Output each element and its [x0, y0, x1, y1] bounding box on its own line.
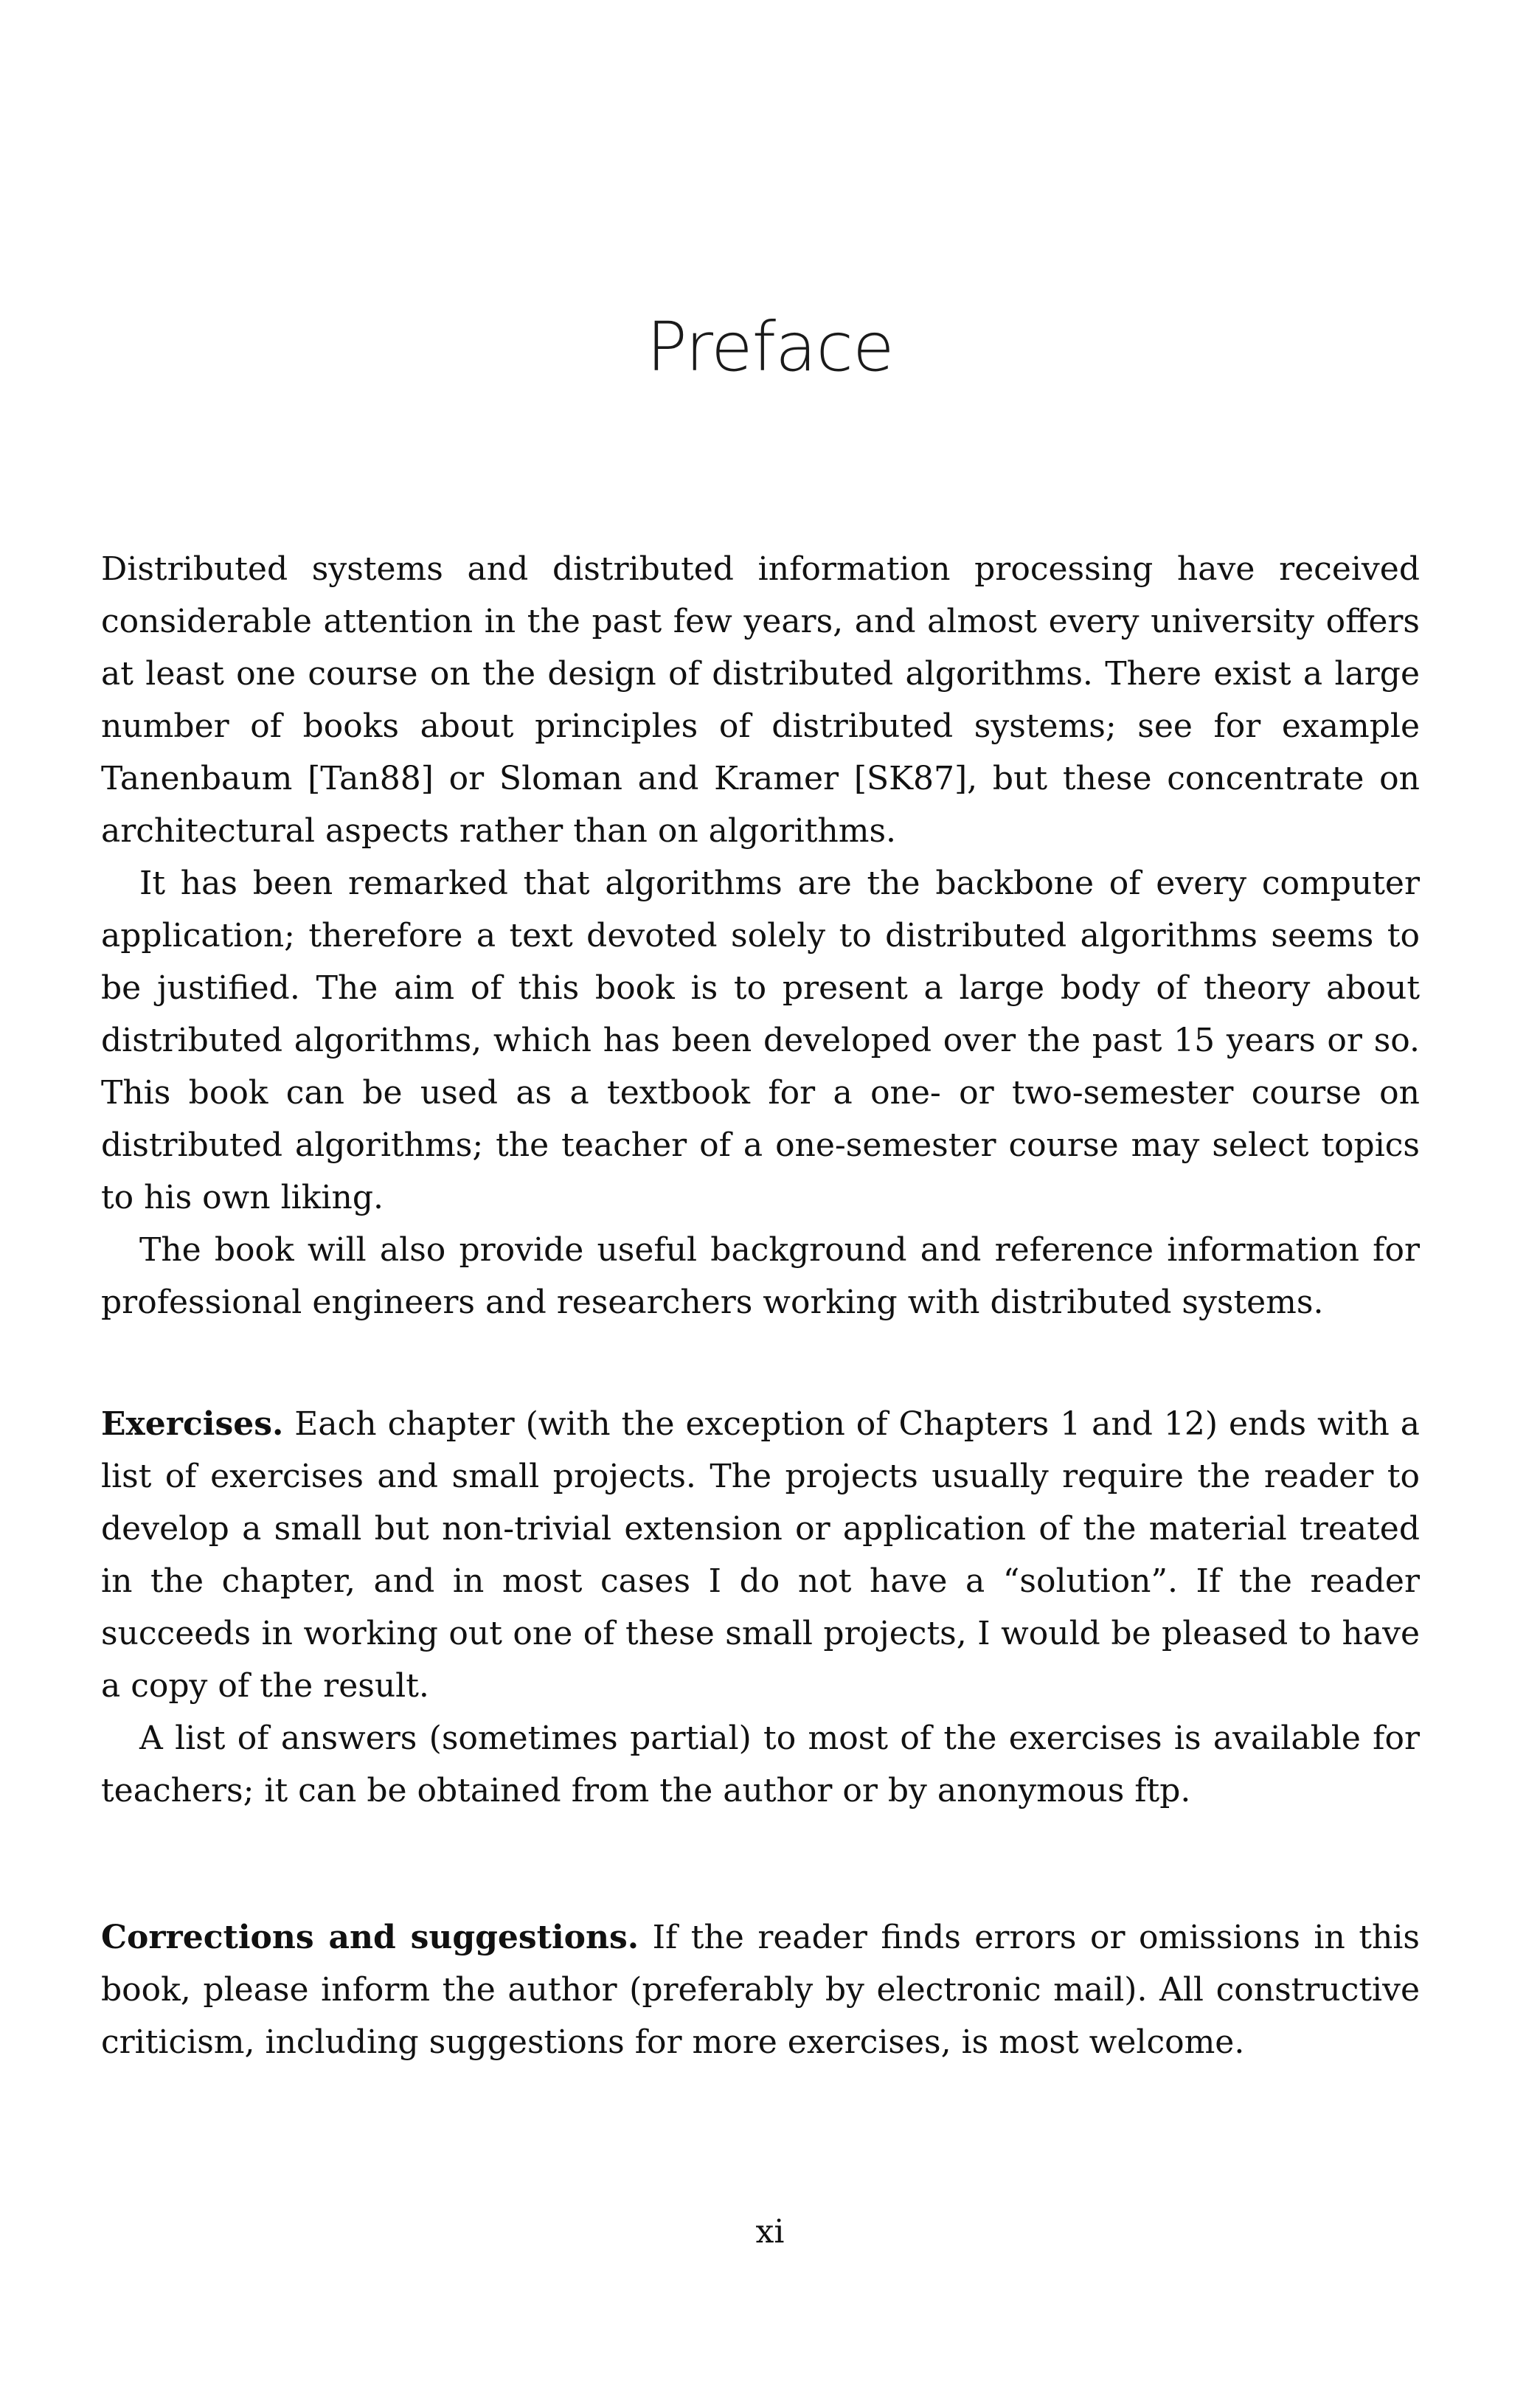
intro-paragraph-3: The book will also provide useful background and reference information for professional engineers and researchers working with distributed systems.	[101, 1231, 1420, 1321]
page-number: xi	[755, 2213, 785, 2251]
corrections-heading: Corrections and suggestions.	[101, 1919, 639, 1956]
corrections-section	[101, 1911, 1420, 2068]
page-body	[101, 543, 1420, 2068]
page-title: Preface	[646, 308, 894, 387]
exercises-heading: Exercises.	[101, 1405, 284, 1443]
corrections-text: If the reader finds errors or omissions in this book, please inform the author (preferably by electronic mail). All constructive criticism, including suggestions for more exercises, is most welcome.	[101, 1919, 1420, 2061]
exercises-section	[101, 1398, 1420, 1712]
intro-paragraph-1: Distributed systems and distributed information processing have received considerable attention in the past few years, and almost every university offers at least one course on the design of distributed algorithms. There exist a large number of books about principles of distributed systems; see for example Tanenbaum [Tan88] or Sloman and Kramer [SK87], but these concentrate on architectural aspects rather than on algorithms.	[101, 550, 1420, 850]
intro-paragraph-2: It has been remarked that algorithms are the backbone of every computer application; therefore a text devoted solely to distributed algorithms seems to be justified. The aim of this book is to present a large body of theory about distributed algorithms, which has been developed over the past 15 years or so. This book can be used as a textbook for a one- or two-semester course on distributed algorithms; the teacher of a one-semester course may select topics to his own liking.	[101, 865, 1420, 1216]
exercises-paragraph-2: A list of answers (sometimes partial) to most of the exercises is available for teachers; it can be obtained from the author or by anonymous ftp.	[101, 1719, 1420, 1809]
exercises-text: Each chapter (with the exception of Chapters 1 and 12) ends with a list of exercises and small projects. The projects usually require the reader to develop a small but non-trivial extension or application of the material treated in the chapter, and in most cases I do not have a “solution”. If the reader succeeds in working out one of these small projects, I would be pleased to have a copy of the result.	[101, 1405, 1420, 1705]
